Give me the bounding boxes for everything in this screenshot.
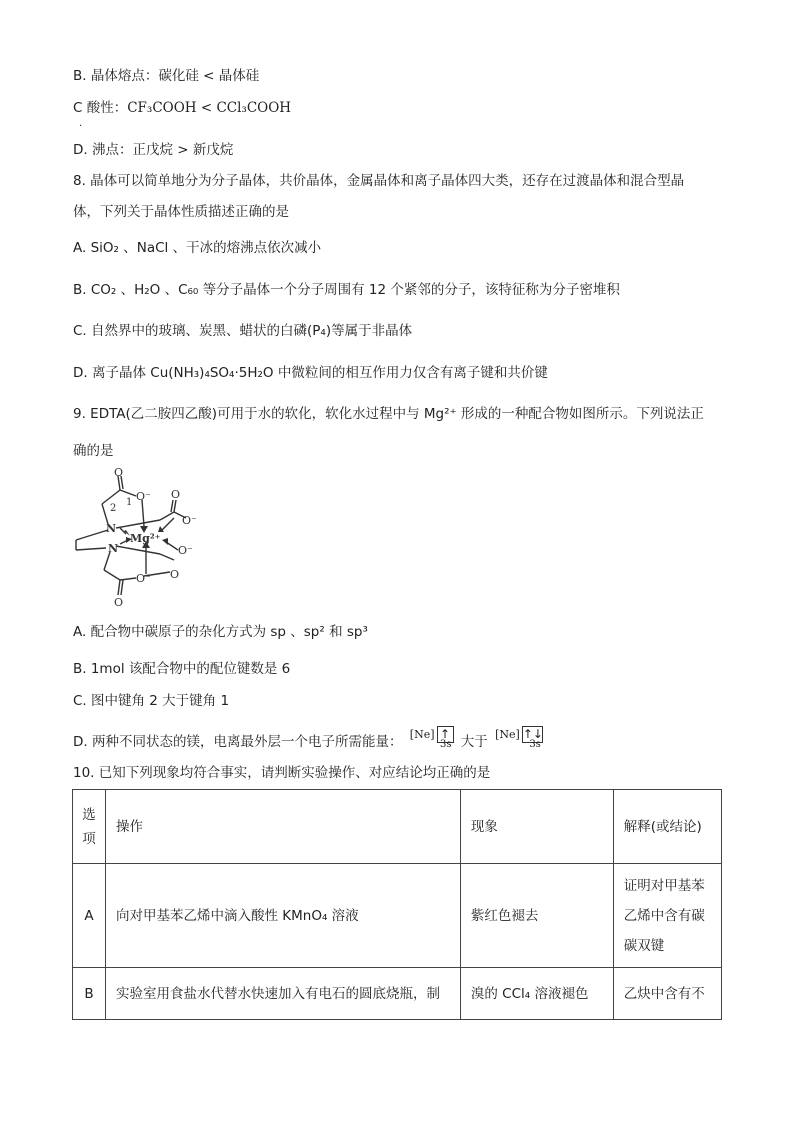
- q9-option-a: A. 配合物中碳原子的杂化方式为 sp 、sp² 和 sp³: [73, 624, 368, 640]
- q9-option-d: [73, 727, 546, 757]
- q8-option-b: B. CO₂ 、H₂O 、C₆₀ 等分子晶体一个分子周围有 12 个紧邻的分子，该特征称为分子密堆积: [73, 282, 620, 298]
- q9-option-d-text: D. 两种不同状态的镁，电离最外层一个电子所需能量：: [73, 734, 403, 750]
- fig-o-top-minus: O⁻: [136, 490, 151, 503]
- fig-o-bot: O: [170, 568, 180, 581]
- q7-option-c: [73, 98, 291, 118]
- row-b-option: B: [73, 968, 106, 1020]
- fig-o-r2: O⁻: [178, 544, 193, 557]
- stray-mark: ·: [79, 121, 83, 132]
- fig-o-r1-minus: O⁻: [182, 514, 197, 527]
- fig-angle-1: 1: [126, 497, 133, 508]
- fig-o-top: O: [114, 468, 124, 479]
- row-b-conclusion: 乙炔中含有不: [613, 968, 721, 1020]
- q10-stem: 10. 已知下列现象均符合事实，请判断实验操作、对应结论均正确的是: [73, 765, 491, 781]
- orbital2-box: ↑↓: [522, 727, 543, 741]
- row-b-operation: 实验室用食盐水代替水快速加入有电石的圆底烧瓶，制: [105, 968, 460, 1020]
- table-row: [73, 864, 722, 968]
- header-conclusion: 解释(或结论): [613, 790, 721, 864]
- edta-mg-complex-figure: [74, 468, 204, 608]
- header-operation: 操作: [105, 790, 460, 864]
- row-b-phenomenon: 溴的 CCl₄ 溶液褪色: [460, 968, 613, 1020]
- fig-o-bot-minus: O⁻: [136, 572, 151, 585]
- row-a-conclusion: 证明对甲基苯 乙烯中含有碳 碳双键: [613, 864, 721, 968]
- orbital-diagram-2: [495, 727, 543, 757]
- q8-option-d: D. 离子晶体 Cu(NH₃)₄SO₄·5H₂O 中微粒间的相互作用力仅含有离子键和共价键: [73, 365, 548, 381]
- orbital1-box: ↑: [437, 726, 454, 743]
- experiment-table: [72, 789, 722, 1020]
- q9-stem-line2: 确的是: [73, 443, 114, 459]
- q9-option-b: B. 1mol 该配合物中的配位键数是 6: [73, 661, 291, 677]
- q9-stem-line1: 9. EDTA(乙二胺四乙酸)可用于水的软化，软化水过程中与 Mg²⁺ 形成的一种配合物如图所示。下列说法正: [73, 406, 704, 422]
- fig-o-r1: O: [171, 488, 181, 501]
- q8-option-c: C. 自然界中的玻璃、炭黑、蜡状的白磷(P₄)等属于非晶体: [73, 323, 413, 339]
- orbital1-label: 3s: [440, 739, 452, 750]
- row-a-phenomenon: 紫红色褪去: [460, 864, 613, 968]
- row-a-option: A: [73, 864, 106, 968]
- q9-option-d-compare: 大于: [460, 734, 488, 750]
- header-option: 选 项: [73, 790, 106, 864]
- table-header-row: [73, 790, 722, 864]
- q8-stem-line1: 8. 晶体可以简单地分为分子晶体，共价晶体，金属晶体和离子晶体四大类，还存在过渡晶体和混合型晶: [73, 173, 685, 189]
- table-row: [73, 968, 722, 1020]
- q7-option-b: B. 晶体熔点：碳化硅 < 晶体硅: [73, 68, 260, 84]
- q8-stem-line2: 体，下列关于晶体性质描述正确的是: [73, 204, 289, 220]
- fig-n1: N: [106, 522, 117, 535]
- fig-angle-2: 2: [110, 503, 117, 514]
- q7-option-c-formula: CF₃COOH < CCl₃COOH: [127, 100, 292, 116]
- fig-o-b2: O: [114, 596, 124, 608]
- q8-option-a: A. SiO₂ 、NaCl 、干冰的熔沸点依次减小: [73, 240, 322, 256]
- q7-option-c-label: C 酸性：: [73, 100, 128, 116]
- fig-mg: Mg²⁺: [130, 532, 161, 545]
- orbital2-core: [Ne]: [495, 728, 520, 741]
- orbital2-label: 3s: [529, 739, 541, 750]
- orbital1-core: [Ne]: [409, 728, 435, 741]
- header-phenomenon: 现象: [460, 790, 613, 864]
- row-a-operation: 向对甲基苯乙烯中滴入酸性 KMnO₄ 溶液: [105, 864, 460, 968]
- q7-option-d: D. 沸点：正戊烷 > 新戊烷: [73, 142, 234, 158]
- fig-n2: N: [108, 542, 119, 555]
- q9-option-c: C. 图中键角 2 大于键角 1: [73, 693, 230, 709]
- orbital-diagram-1: [410, 727, 454, 757]
